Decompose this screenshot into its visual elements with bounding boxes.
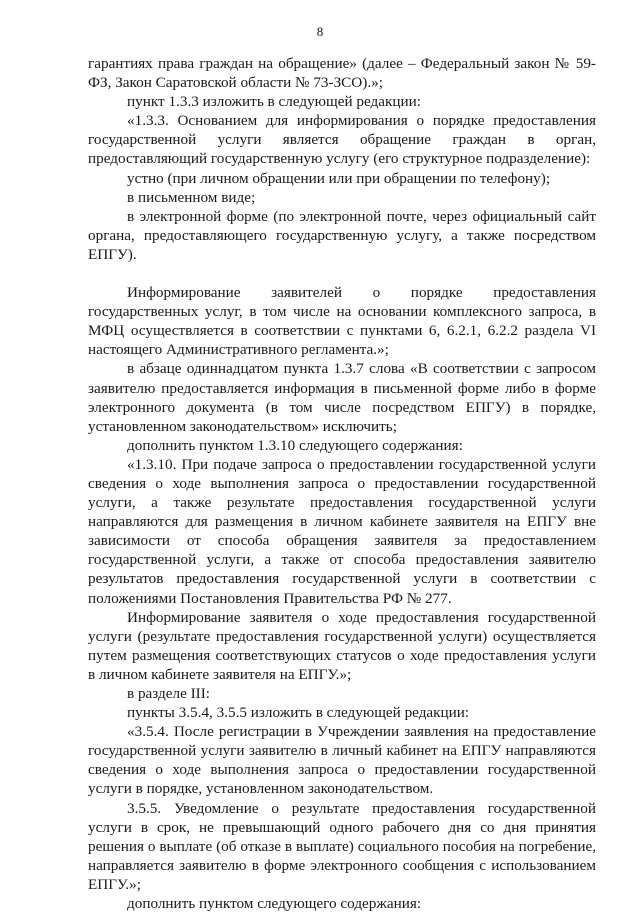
paragraph-6: в электронной форме (по электронной почте, через официальный сайт органа, предоставляющего государственную услугу, а также посредством ЕПГУ). bbox=[88, 207, 596, 263]
paragraph-12: в разделе III: bbox=[127, 685, 211, 702]
document-body bbox=[88, 54, 596, 913]
paragraph-2: пункт 1.3.3 изложить в следующей редакции: bbox=[127, 93, 421, 111]
paragraph-14: «3.5.4. После регистрации в Учреждении заявления на предоставление государственной услуги заявителю в личный кабинет на ЕПГУ направляются сведения о ходе выполнения запроса о предоставлении государственной услуги в порядке, установленном законодательством. bbox=[88, 723, 596, 798]
paragraph-1: гарантиях права граждан на обращение» (далее – Федеральный закон № 59-ФЗ, Закон Саратовской области № 73-ЗСО).»; bbox=[88, 55, 596, 92]
paragraph-10: «1.3.10. При подаче запроса о предоставлении государственной услуги сведения о ходе выполнения запроса о предоставлении государственной услуги, а также результате предоставления государственной услуги направляются для размещения в личном кабинете заявителя на ЕПГУ вне зависимости от способа обращения заявителя за предоставлением государственной услуги, а также от способа предоставления заявителю результатов предоставления государственной услуги в соответствии с положениями Постановления Правительства РФ № 277. bbox=[88, 455, 596, 607]
paragraph-8: в абзаце одиннадцатом пункта 1.3.7 слова «В соответствии с запросом заявителю предоставляется информация в письменной форме либо в форме электронного документа (в том числе посредством ЕПГУ) в порядке, установленном законодательством» исключить; bbox=[88, 360, 596, 435]
paragraph-16: дополнить пунктом следующего содержания: bbox=[127, 895, 422, 913]
paragraph-3: «1.3.3. Основанием для информирования о порядке предоставления государственной услуги является обращение граждан в орган, предоставляющий государственную услугу (его структурное подразделение): bbox=[88, 112, 596, 168]
paragraph-15: 3.5.5. Уведомление о результате предоставления государственной услуги в срок, не превышающий одного рабочего дня со дня принятия решения о выплате (об отказе в выплате) социального пособия на погребение, направляется заявителю в форме электронного сообщения с использованием ЕПГУ.»; bbox=[88, 799, 596, 893]
paragraph-13: пункты 3.5.4, 3.5.5 изложить в следующей редакции: bbox=[127, 704, 470, 722]
paragraph-9: дополнить пунктом 1.3.10 следующего содержания: bbox=[127, 436, 463, 454]
paragraph-5: в письменном виде; bbox=[127, 188, 256, 206]
paragraph-7: Информирование заявителей о порядке предоставления государственных услуг, в том числе на основании комплексного запроса, в МФЦ осуществляется в соответствии с пунктами 6, 6.2.1, 6.2.2 раздела VI настоящего Административного регламента.»; bbox=[88, 284, 596, 359]
page-number: 8 bbox=[316, 24, 324, 39]
paragraph-11: Информирование заявителя о ходе предоставления государственной услуги (результате предоставления государственной услуги) осуществляется путем размещения соответствующих статусов о ходе предоставления услуги в личном кабинете заявителя на ЕПГУ.»; bbox=[88, 608, 596, 683]
paragraph-4: устно (при личном обращении или при обращении по телефону); bbox=[127, 169, 551, 187]
